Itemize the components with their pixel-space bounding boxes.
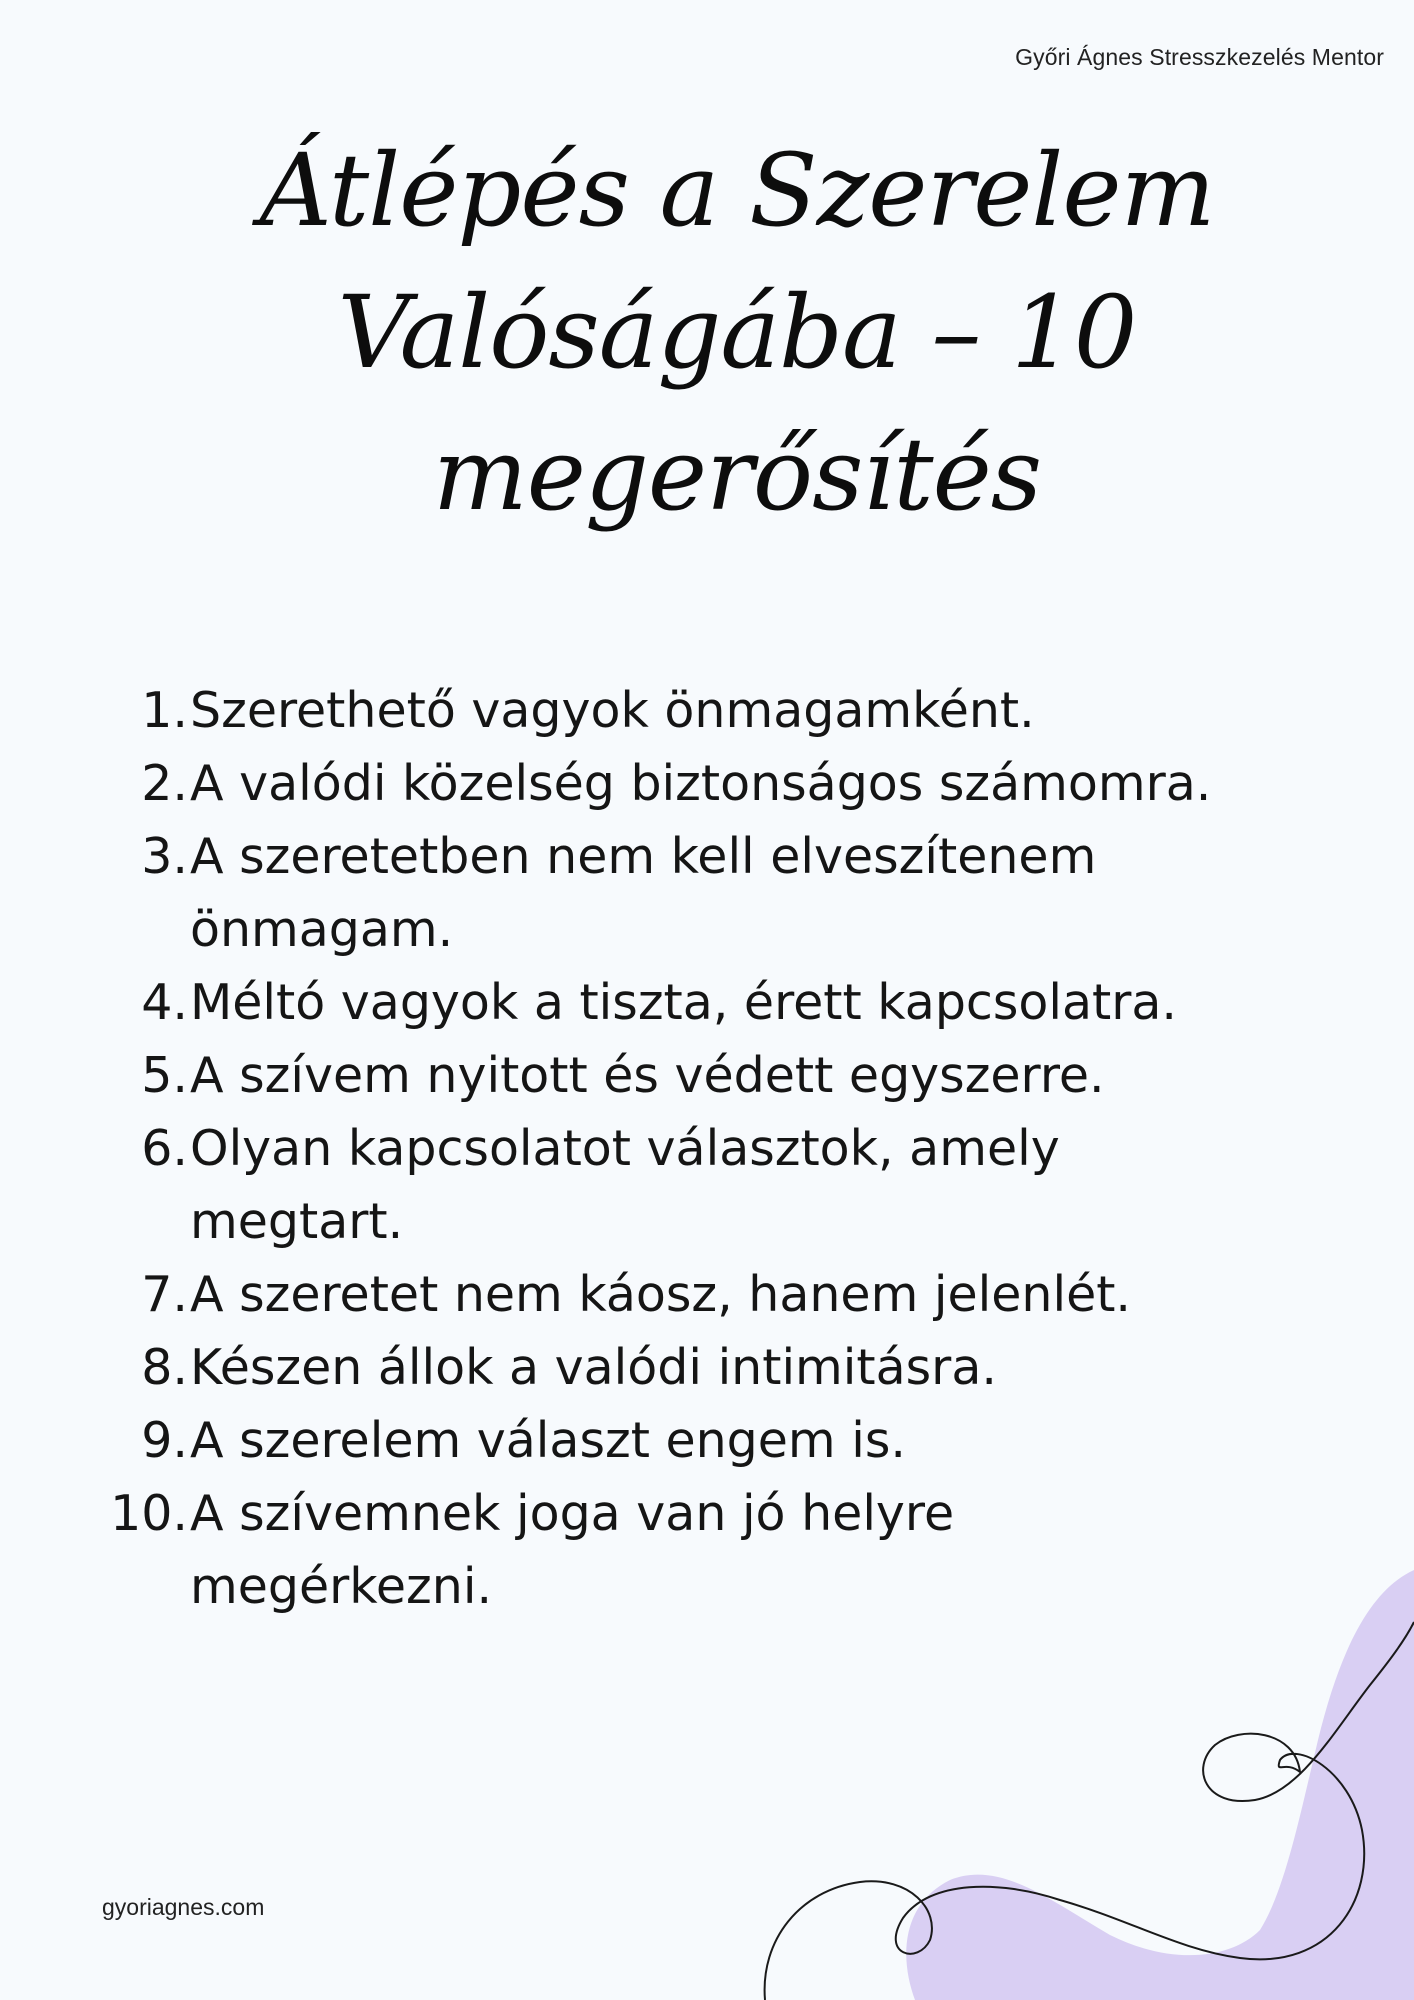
title-line-1: Átlépés a Szerelem — [259, 132, 1215, 249]
list-item — [0, 747, 1380, 820]
item-text: A szívem nyitott és védett egyszerre. — [190, 1047, 1105, 1104]
brand-name: Győri Ágnes Stresszkezelés Mentor — [1015, 44, 1384, 70]
list-item — [0, 966, 1380, 1039]
item-text: Olyan kapcsolatot választok, amely megtart. — [190, 1120, 1060, 1250]
item-text: A szerelem választ engem is. — [190, 1412, 906, 1469]
lavender-blob — [906, 1570, 1414, 2000]
item-number: 4. — [141, 974, 188, 1031]
item-number: 3. — [141, 828, 188, 885]
page-title — [220, 120, 1254, 546]
item-text: A szívemnek joga van jó helyre megérkezni. — [190, 1485, 955, 1615]
list-item — [0, 1477, 1380, 1623]
list-item — [0, 1039, 1380, 1112]
item-text: Méltó vagyok a tiszta, érett kapcsolatra. — [190, 974, 1177, 1031]
title-line-2: Valóságába – 10 — [337, 274, 1137, 391]
item-text: Készen állok a valódi intimitásra. — [190, 1339, 997, 1396]
item-number: 1. — [141, 682, 188, 739]
item-text: A szeretetben nem kell elveszítenem önmagam. — [190, 828, 1097, 958]
item-text: A valódi közelség biztonságos számomra. — [190, 755, 1212, 812]
item-number: 2. — [141, 755, 188, 812]
list-item — [0, 674, 1380, 747]
item-number: 8. — [141, 1339, 188, 1396]
list-item — [0, 1258, 1380, 1331]
list-item — [0, 1404, 1380, 1477]
item-number: 10. — [110, 1485, 188, 1542]
item-text: Szerethető vagyok önmagamként. — [190, 682, 1035, 739]
item-number: 6. — [141, 1120, 188, 1177]
item-number: 5. — [141, 1047, 188, 1104]
item-number: 9. — [141, 1412, 188, 1469]
item-text: A szeretet nem káosz, hanem jelenlét. — [190, 1266, 1132, 1323]
item-number: 7. — [141, 1266, 188, 1323]
affirmation-list — [0, 674, 1380, 1623]
list-item — [0, 1331, 1380, 1404]
website-url: gyoriagnes.com — [102, 1894, 265, 1920]
title-line-3: megerősítés — [432, 416, 1042, 533]
list-item — [0, 820, 1380, 966]
loop-curve — [765, 1622, 1414, 2000]
list-item — [0, 1112, 1380, 1258]
